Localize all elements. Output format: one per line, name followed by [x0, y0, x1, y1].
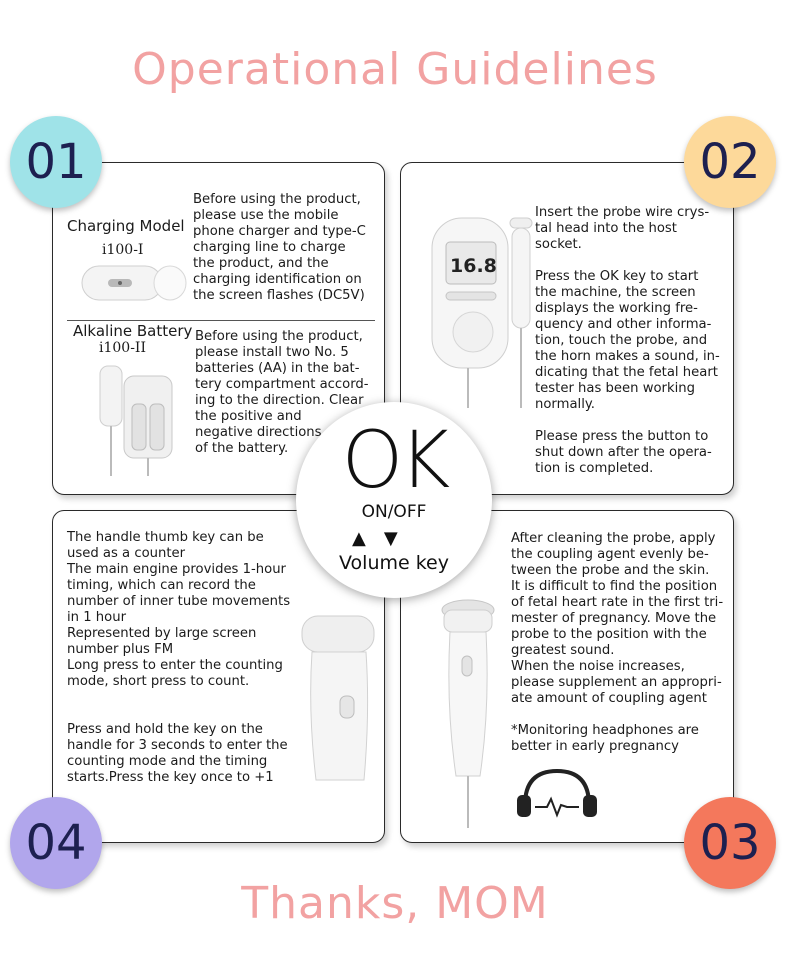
- device-screen-value: 16.8: [450, 255, 497, 277]
- footer-title: Thanks, MOM: [241, 878, 549, 929]
- handle-device-image: [298, 612, 380, 784]
- onoff-label: ON/OFF: [361, 502, 427, 522]
- probe-insert-text: Insert the probe wire crys- tal head into the host socket.: [535, 205, 710, 252]
- battery-model-id: i100-II: [99, 340, 146, 356]
- page-title: Operational Guidelines: [132, 44, 658, 95]
- headphones-note: *Monitoring headphones are better in early pregnancy: [511, 723, 699, 754]
- probe-image: [438, 598, 498, 830]
- step-badge-02: 02: [684, 116, 776, 208]
- divider: [67, 320, 375, 321]
- counting-mode-text: Press and hold the key on the handle for 3 seconds to enter the counting mode and the timing starts.Press the key once to +1: [67, 722, 288, 785]
- battery-device-image: [96, 358, 178, 480]
- alkaline-battery-title: Alkaline Battery: [73, 322, 193, 340]
- ok-key-legend: [296, 402, 492, 598]
- start-machine-text: Press the OK key to start the machine, the screen displays the working fre- quency and other informa- tion, touch the probe, and the horn makes a sound, in- dicating that the fetal heart tester has been working normally.: [535, 269, 720, 412]
- headphones-icon: [515, 765, 599, 821]
- charging-model-id: i100-I: [102, 242, 144, 258]
- charging-instructions: Before using the product, please use the mobile phone charger and type-C charging line to charge the product, and the charging identification on the screen flashes (DC5V): [193, 192, 366, 303]
- coupling-agent-text: After cleaning the probe, apply the coupling agent evenly be- tween the probe and the skin. It is difficult to find the position of fetal heart rate in the first tri- mester of pregnancy. Move the probe to the position with the greatest sound. When the noise increases, please supplement an appropri- ate amount of coupling agent: [511, 531, 724, 706]
- charging-model-title: Charging Model: [67, 217, 185, 235]
- charging-device-image: [78, 262, 188, 306]
- step-badge-03: 03: [684, 797, 776, 889]
- shutdown-text: Please press the button to shut down after the opera- tion is completed.: [535, 429, 712, 476]
- step-badge-04: 04: [10, 797, 102, 889]
- step-badge-01: 01: [10, 116, 102, 208]
- volume-key-label: Volume key: [339, 552, 449, 574]
- counter-instructions: The handle thumb key can be used as a counter The main engine provides 1-hour timing, which can record the number of inner tube movements in 1 hour Represented by large screen number plus FM Long press to enter the counting mode, short press to count.: [67, 530, 291, 689]
- battery-instructions: Before using the product, please install two No. 5 batteries (AA) in the bat- tery compartment accord- ing to the direction. Clear the positive and negative directions of the battery.: [195, 329, 369, 456]
- volume-arrows-icon: ▲▼: [352, 528, 416, 549]
- ok-label: OK: [341, 416, 447, 506]
- fetal-doppler-device-image: [428, 212, 536, 412]
